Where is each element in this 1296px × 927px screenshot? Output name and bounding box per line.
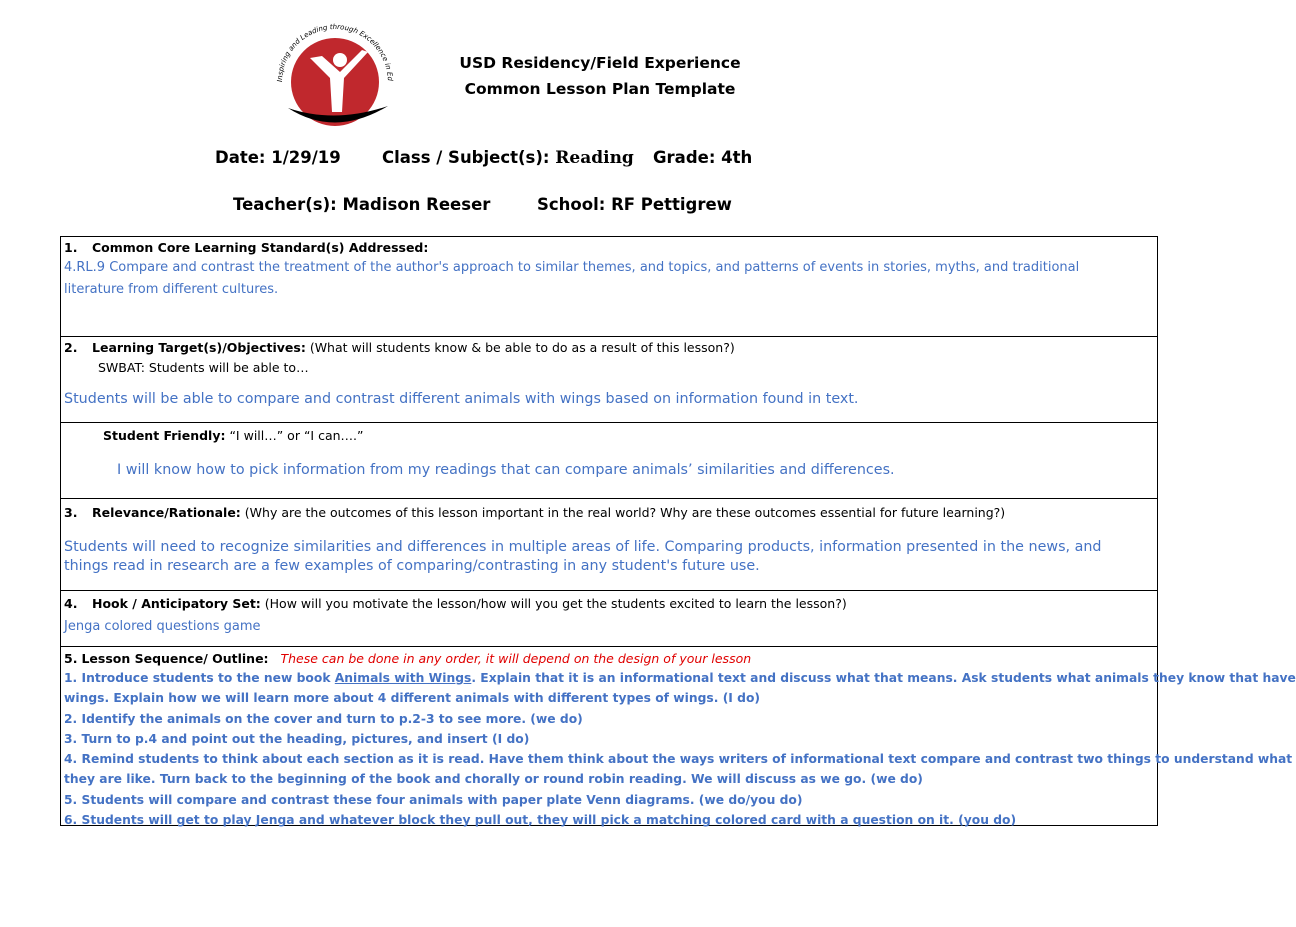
section-question: (What will students know & be able to do as a result of this lesson?) xyxy=(305,340,735,355)
section-number: 1. xyxy=(64,240,78,255)
lesson-plan-table xyxy=(60,236,1296,828)
school-field: School: RF Pettigrew xyxy=(537,195,732,214)
swbat-label: SWBAT: Students will be able to… xyxy=(98,360,309,375)
sequence-text: 1. Introduce students to the new book xyxy=(64,671,335,685)
hook-answer: Jenga colored questions game xyxy=(64,619,261,634)
date-field: Date: 1/29/19 xyxy=(215,148,341,167)
section-standards xyxy=(61,237,1157,336)
class-subject-field xyxy=(382,148,634,168)
teacher-field: Teacher(s): Madison Reeser xyxy=(233,195,491,214)
sequence-step-line: 6. Students will get to play Jenga and whatever block they pull out, they will pick a matching colored card with a question on it. (you do) xyxy=(64,813,1017,828)
relevance-answer-line-2: things read in research are a few examples of comparing/contrasting in any student's future use. xyxy=(64,558,760,574)
section-hook xyxy=(61,590,1157,646)
section-student-friendly xyxy=(61,422,1157,498)
class-subject-value: Reading xyxy=(555,148,634,168)
logo-arc-text: Inspiring and Leading through Excellence in Ed xyxy=(275,22,395,83)
section-number: 5. xyxy=(64,651,78,666)
section-number: 2. xyxy=(64,340,78,355)
section-objectives xyxy=(61,336,1157,422)
sequence-text: . Explain that it is an informational text and discuss what that means. Ask students what animals they know that have xyxy=(471,671,1296,685)
sequence-step-line: they are like. Turn back to the beginning of the book and chorally or round robin reading. We will discuss as we go. (we do) xyxy=(64,772,923,787)
section-title: Common Core Learning Standard(s) Addressed: xyxy=(92,240,429,255)
standards-text-line-2: literature from different cultures. xyxy=(64,282,279,297)
title-line-2: Common Lesson Plan Template xyxy=(464,80,736,98)
sequence-step-line: wings. Explain how we will learn more about 4 different animals with different types of wings. (I do) xyxy=(64,691,761,706)
section-title: Learning Target(s)/Objectives: xyxy=(92,340,306,355)
sequence-step-line: 3. Turn to p.4 and point out the heading, pictures, and insert (I do) xyxy=(64,731,530,746)
student-friendly-answer: I will know how to pick information from my readings that can compare animals’ similarities and differences. xyxy=(117,462,895,478)
relevance-answer-line-1: Students will need to recognize similarities and differences in multiple areas of life. Comparing products, information presented in the news, and xyxy=(64,539,1102,555)
section-relevance xyxy=(61,498,1157,590)
section-title: Student Friendly: xyxy=(103,428,226,443)
section-title: Hook / Anticipatory Set: xyxy=(92,596,261,611)
objective-answer: Students will be able to compare and contrast different animals with wings based on information found in text. xyxy=(64,391,859,407)
section-number: 4. xyxy=(64,596,78,611)
class-subject-label: Class / Subject(s): xyxy=(382,148,550,167)
section-title: Relevance/Rationale: xyxy=(92,505,241,520)
standards-text-line-1: 4.RL.9 Compare and contrast the treatment of the author's approach to similar themes, and topics, and patterns of events in stories, myths, and traditional xyxy=(64,260,1080,275)
sequence-step-line: 2. Identify the animals on the cover and turn to p.2-3 to see more. (we do) xyxy=(64,711,583,726)
title-line-1: USD Residency/Field Experience xyxy=(459,54,741,72)
book-title: Animals with Wings xyxy=(334,671,472,685)
sequence-step-line: 4. Remind students to think about each section as it is read. Have them think about the ways writers of informational text compare and contrast two things to understand what xyxy=(64,752,1293,767)
section-number: 3. xyxy=(64,505,78,520)
sequence-step-line: 5. Students will compare and contrast these four animals with paper plate Venn diagrams. (we do/you do) xyxy=(64,792,803,807)
grade-field: Grade: 4th xyxy=(653,148,753,167)
sequence-step-line xyxy=(64,668,1296,688)
document-title xyxy=(400,50,800,102)
section-title: Lesson Sequence/ Outline: xyxy=(81,651,269,666)
section-question: (How will you motivate the lesson/how will you get the students excited to learn the lesson?) xyxy=(260,596,847,611)
section-lesson-sequence xyxy=(61,646,1296,828)
student-friendly-prompt: “I will…” or “I can….” xyxy=(225,428,364,443)
school-logo xyxy=(270,20,400,130)
section-question: (Why are the outcomes of this lesson important in the real world? Why are these outcomes essential for future learning?) xyxy=(240,505,1006,520)
section-note: These can be done in any order, it will depend on the design of your lesson xyxy=(280,651,752,666)
